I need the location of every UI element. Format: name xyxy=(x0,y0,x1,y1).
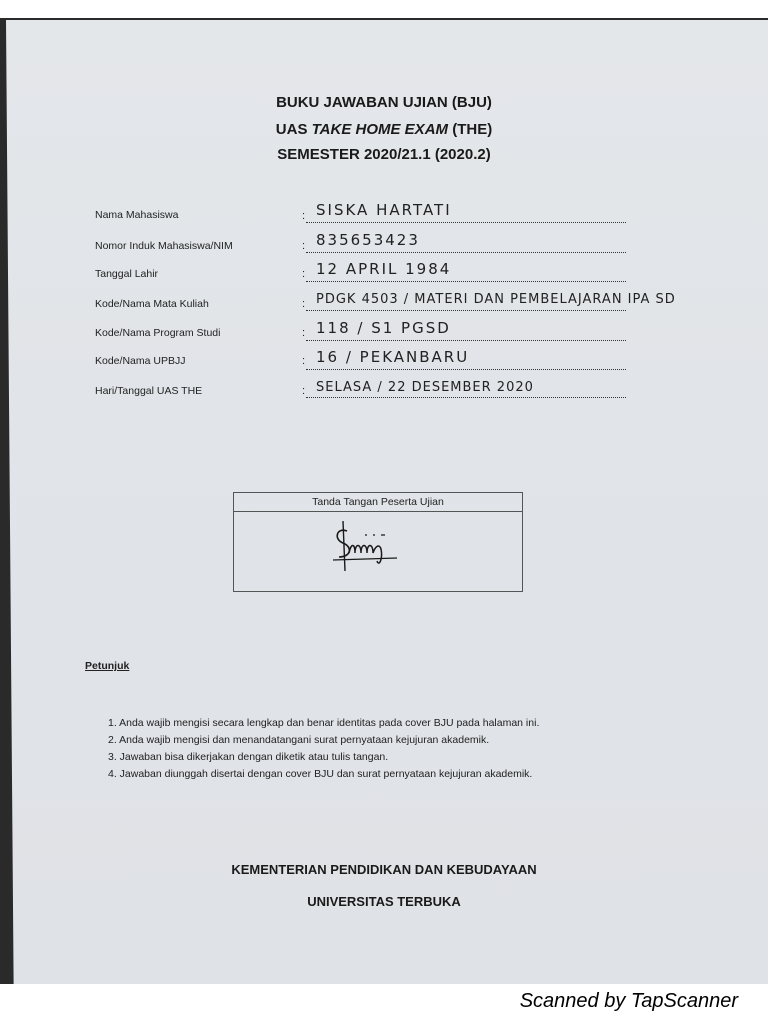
footer-university: UNIVERSITAS TERBUKA xyxy=(307,894,461,909)
instruction-item: 1. Anda wajib mengisi secara lengkap dan benar identitas pada cover BJU pada halaman ini. xyxy=(108,717,540,729)
instruction-item: 2. Anda wajib mengisi dan menandatangani surat pernyataan kejujuran akademik. xyxy=(108,734,490,746)
scanner-watermark: Scanned by TapScanner xyxy=(519,990,738,1012)
title-line-3: SEMESTER 2020/21.1 (2020.2) xyxy=(277,146,491,163)
signature-heading: Tanda Tangan Peserta Ujian xyxy=(234,493,522,512)
instructions-title: Petunjuk xyxy=(85,660,130,672)
signature-box xyxy=(233,492,523,592)
title-line-1: BUKU JAWABAN UJIAN (BJU) xyxy=(276,94,492,111)
footer-ministry: KEMENTERIAN PENDIDIKAN DAN KEBUDAYAAN xyxy=(231,862,537,877)
instruction-item: 4. Jawaban diunggah disertai dengan cover BJU dan surat pernyataan kejujuran akademik. xyxy=(108,768,533,780)
handwritten-signature xyxy=(329,513,409,583)
title-line-2: UAS TAKE HOME EXAM (THE) xyxy=(275,121,493,138)
instruction-item: 3. Jawaban bisa dikerjakan dengan diketik atau tulis tangan. xyxy=(108,751,389,763)
